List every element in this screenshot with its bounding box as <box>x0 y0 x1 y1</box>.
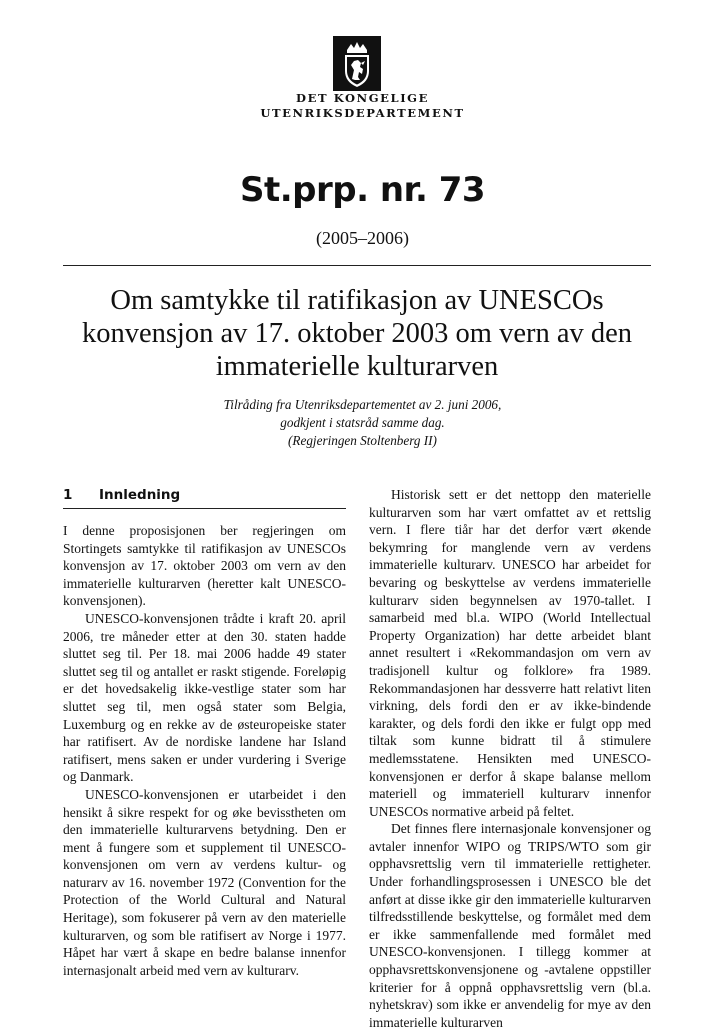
department-name-line-2: UTENRIKSDEPARTEMENT <box>260 106 465 120</box>
department-name-line-1: DET KONGELIGE <box>296 91 429 105</box>
left-column <box>63 486 346 979</box>
section-title: Innledning <box>99 487 181 503</box>
proposition-title: Om samtykke til ratifikasjon av UNESCOs konvensjon av 17. oktober 2003 om vern av den immaterielle kulturarven <box>81 285 633 382</box>
coat-of-arms-emblem <box>333 36 381 91</box>
approval-line-2: godkjent i statsråd samme dag. <box>280 415 445 430</box>
paragraph: Historisk sett er det nettopp den materielle kulturarven som har vært omfattet av et rettslig vern. I flere tiår har det derfor vært økende bekymring for manglende vern av verdens immaterielle kulturarv. UNESCO har arbeidet for bevaring og beskyttelse av verdens immaterielle kulturarv siden begynnelsen av 1970-tallet. I samarbeid med bl.a. WIPO (World Intellectual Property Organization) har dette arbeidet blant annet resultert i «Rekommandasjon om vern av tradisjonell kultur og folklore» fra 1989. Rekommandasjonen har dessverre hatt relativt liten virkning, dels fordi den er av ikke-bindende karakter, og dels fordi den ikke er fulgt opp med tiltak som kunne bidratt til å stimulere medlemsstatene. Hensikten med UNESCO-konvensjonen er derfor å skape balanse mellom materiell og immateriell kulturarv innenfor UNESCOs normative arbeid på feltet. <box>369 487 651 819</box>
right-column <box>369 486 651 1031</box>
paragraph: UNESCO-konvensjonen er utarbeidet i den hensikt å sikre respekt for og øke bevisstheten om den immaterielle kulturarvens betydning. Den er ment å fungere som et supplement til UNESCO-konvensjonen om vern av verdens kultur- og naturarv av 16. november 1972 (Convention for the Protection of the World Cultural and Natural Heritage), som fokuserer på vern av den materielle kulturarven, og som ble ratifisert av Norge i 1977. Håpet har vært å skape en bedre balanse innenfor internasjonalt arbeid med vern av kulturarv. <box>63 786 346 978</box>
paragraph: UNESCO-konvensjonen trådte i kraft 20. april 2006, tre måneder etter at den 30. staten hadde sluttet seg til. Per 18. mai 2006 hadde 49 stater sluttet seg til og antallet er raskt stigende. Foreløpig er det hovedsakelig ikke-vestlige stater som har sluttet seg til, men også stater som Belgia, Luxemburg og en rekke av de østeuropeiske stater har ratifisert. Av de nordiske landene har Island ratifisert, mens saken er under vurdering i Sverige og Danmark. <box>63 610 346 785</box>
session-years: (2005–2006) <box>316 228 409 248</box>
section-number: 1 <box>63 487 73 503</box>
title-divider <box>63 265 651 266</box>
approval-line-1: Tilråding fra Utenriksdepartementet av 2. juni 2006, <box>223 397 502 412</box>
section-heading <box>63 486 346 509</box>
approval-note <box>0 396 725 450</box>
document-title: St.prp. nr. 73 <box>239 170 486 210</box>
paragraph: Det finnes flere internasjonale konvensjoner og avtaler innenfor WIPO og TRIPS/WTO som gir opphavsrettslig vern til immaterielle rettigheter. Under forhandlingsprosessen i UNESCO ble det anført at disse ikke gir den immaterielle kulturarven tilfredsstillende beskyttelse, og formålet med dem er ikke sammenfallende med formålet med UNESCO-konvensjonen. I tillegg kommer at opphavsrettskonvensjonene og -avtalene oppstiller kriterier for å oppnå opphavsrettslig vern (bl.a. nyhetskrav) som ikke er anvendelig for mye av den immaterielle kulturarven <box>369 821 651 1030</box>
crowned-lion-shield-icon <box>333 36 381 91</box>
approval-line-3: (Regjeringen Stoltenberg II) <box>288 433 437 448</box>
paragraph: I denne proposisjonen ber regjeringen om Stortingets samtykke til ratifikasjon av UNESCOs konvensjon av 17. oktober 2003 om vern av den immaterielle kulturarven (heretter kalt UNESCO-konvensjonen). <box>63 523 346 609</box>
